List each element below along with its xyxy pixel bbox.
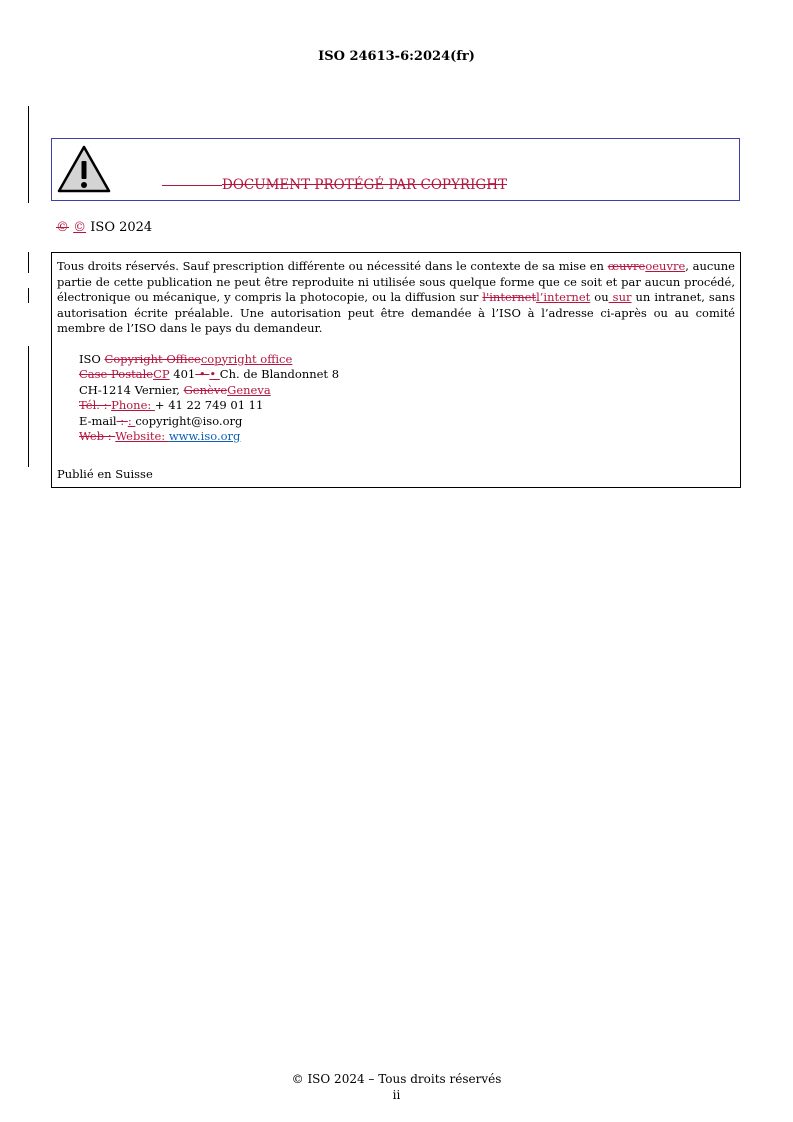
warning-triangle-icon: [56, 144, 112, 194]
inserted-word: oeuvre: [645, 259, 686, 273]
inserted-text: :: [127, 413, 136, 428]
change-bar: [28, 252, 29, 273]
deleted-text: :: [116, 413, 128, 428]
iso-address: [79, 352, 735, 445]
address-line-street: Case PostaleCP 401 • • Ch. de Blandonnet 8: [79, 367, 340, 381]
copyright-line: [56, 220, 152, 235]
inserted-text: •: [209, 367, 220, 381]
address-line-email: E-mail : : copyright@iso.org: [79, 413, 243, 428]
document-code: ISO 24613-6:2024(fr): [318, 49, 475, 64]
inserted-text: Geneva: [227, 382, 271, 397]
inserted-word: sur: [608, 290, 632, 304]
inserted-text: CP: [153, 367, 170, 381]
change-bar: [28, 288, 29, 303]
inserted-text: copyright office: [200, 351, 293, 366]
inserted-word: l’internet: [536, 290, 591, 304]
published-in: Publié en Suisse: [57, 467, 153, 481]
change-bar: [28, 346, 29, 467]
address-line-phone: Tél. : Phone: + 41 22 749 01 11: [79, 398, 264, 412]
deleted-text: •: [195, 367, 210, 381]
address-line-office: ISO Copyright Officecopyright office: [79, 351, 293, 366]
rights-text: ou: [590, 290, 609, 304]
copyright-notice-box: [51, 138, 740, 201]
address-line-city: CH-1214 Vernier, GenèveGeneva: [79, 382, 271, 397]
inserted-text: Website:: [115, 429, 169, 443]
deleted-text: Case Postale: [79, 367, 154, 381]
rights-text: Tous droits réservés. Sauf prescription différente ou nécessité dans le contexte de sa mise en: [57, 259, 608, 273]
deleted-word: œuvre: [607, 259, 646, 273]
notice-title: DOCUMENT PROTÉGÉ PAR COPYRIGHT: [222, 177, 507, 193]
deleted-text: Web :: [79, 429, 116, 443]
address-line-web: [79, 429, 735, 445]
page-number: ii: [392, 1088, 401, 1102]
email-address: copyright@iso.org: [135, 413, 243, 428]
deleted-word: l'internet: [482, 290, 537, 304]
rights-text: , aucune partie de cette publication ne peut être reproduite ni utilisée sous quelque forme que ce soit et par aucun procédé, électronique ou mécanique, y compris la photocopie, ou la diffusion sur: [57, 259, 735, 304]
deleted-text: Genève: [183, 382, 228, 397]
deleted-text: Copyright Office: [104, 351, 201, 366]
copyright-year: ISO 2024: [90, 220, 153, 235]
inserted-copyright-mark: ©: [73, 220, 87, 235]
deleted-text: Tél. :: [79, 398, 112, 412]
rights-paragraph: [57, 259, 735, 337]
website-link[interactable]: www.iso.org: [168, 429, 241, 443]
rights-box: [51, 252, 741, 488]
footer-rights: © ISO 2024 – Tous droits réservés: [291, 1072, 502, 1086]
change-bar: [28, 106, 29, 203]
rights-text: un intranet, sans autorisation écrite préalable. Une autorisation peut être demandée à l’ISO à l’adresse ci-après ou au comité membre de l’ISO dans le pays du demandeur.: [57, 290, 735, 335]
inserted-text: Phone:: [111, 398, 155, 412]
deleted-copyright-mark: ©: [56, 220, 69, 235]
page-footer: [0, 1071, 793, 1103]
deleted-leader-line: [162, 185, 222, 186]
